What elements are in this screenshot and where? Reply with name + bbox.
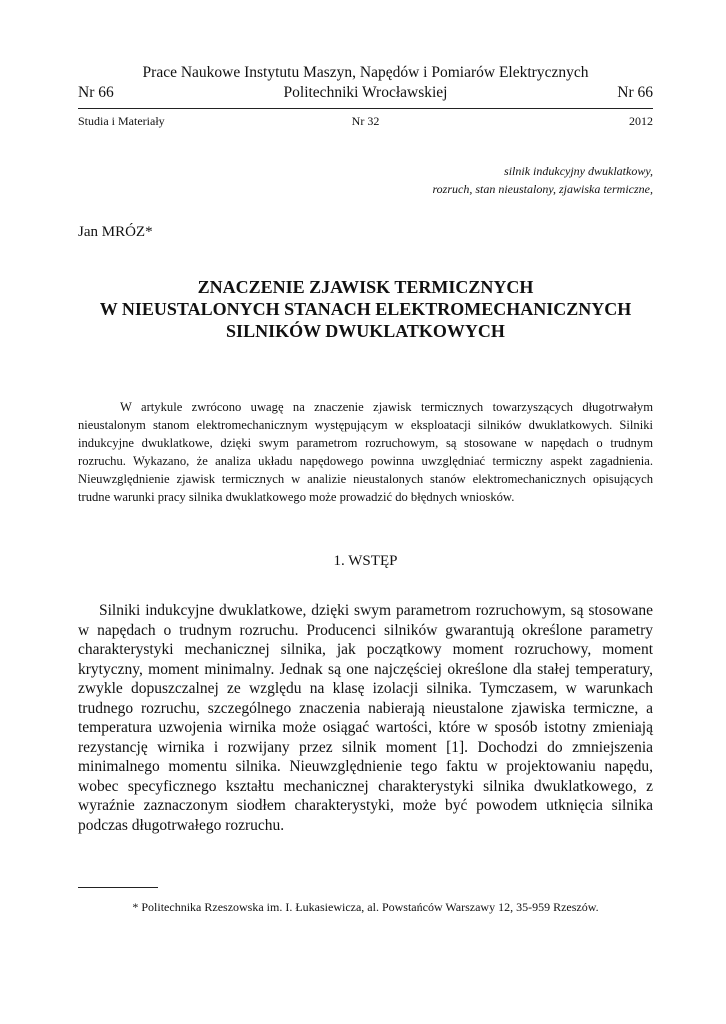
- title-line3: SILNIKÓW DWUKLATKOWYCH: [226, 321, 505, 341]
- title-line2: W NIEUSTALONYCH STANACH ELEKTROMECHANICZNYCH: [99, 299, 632, 319]
- series-name: Studia i Materiały: [78, 114, 165, 128]
- body-paragraph: Silniki indukcyjne dwuklatkowe, dzięki swym parametrom rozruchowym, są stosowane w napędach o trudnym rozruchu. Producenci silników gwarantują określone parametry charakterystyki mechanicznej silnika, jak początkowy moment rozruchowy, moment krytyczny, moment minimalny. Jednak są one najczęściej określone dla stałej temperatury, zwykle dopuszczalnej ze względu na klasę izolacji silnika. Tymczasem, w warunkach trudnego rozruchu, szczególnego znaczenia nabierają nieustalone zjawiska termiczne, a temperatura uzwojenia wirnika może osiągać wartości, które w sposób istotny zmieniają rezystancję wirnika i rozwijany przez silnik moment [1]. Dochodzi do zmniejszenia minimalnego momentu silnika. Nieuwzględnienie tego faktu w projektowaniu napędu, wobec specyficznego kształtu mechanicznej charakterystyki silnika dwuklatkowego, z wyraźnie zaznaczonym siodłem charakterystyki, może być powodem utknięcia silnika podczas długotrwałego rozruchu.: [78, 602, 653, 834]
- title-line1: ZNACZENIE ZJAWISK TERMICZNYCH: [197, 277, 534, 297]
- issue-number-right: Nr 66: [617, 84, 653, 101]
- footnote: * Politechnika Rzeszowska im. I. Łukasiewicza, al. Powstańców Warszawy 12, 35-959 Rzeszów.: [132, 900, 599, 914]
- journal-title-line1: Prace Naukowe Instytutu Maszyn, Napędów i Pomiarów Elektrycznych: [142, 64, 589, 81]
- journal-title-line2: Politechniki Wrocławskiej: [283, 84, 448, 101]
- keywords-line2: rozruch, stan nieustalony, zjawiska termiczne,: [432, 182, 653, 196]
- issue-number-left: Nr 66: [78, 84, 114, 101]
- body-text: [78, 601, 653, 835]
- section-heading: 1. WSTĘP: [333, 553, 398, 569]
- abstract-text: W artykule zwrócono uwagę na znaczenie zjawisk termicznych towarzyszących długotrwałym nieustalonym stanom elektromechanicznym występującym w eksploatacji silników dwuklatkowych. Silniki indukcyjne dwuklatkowe, dzięki swym parametrom rozruchowym, są stosowane w napędach o trudnym rozruchu. Wykazano, że analiza układu napędowego powinna uwzględniać termiczny aspekt zagadnienia. Nieuwzględnienie zjawisk termicznych w analizie nieustalonych stanów elektromechanicznych opisujących trudne warunki pracy silnika dwuklatkowego może prowadzić do błędnych wniosków.: [78, 400, 653, 504]
- author: Jan MRÓZ*: [78, 224, 153, 240]
- abstract: [78, 398, 653, 506]
- series-number: Nr 32: [351, 114, 380, 128]
- publication-year: 2012: [629, 114, 653, 128]
- footnote-rule: [78, 887, 158, 888]
- keywords: [253, 162, 653, 198]
- series-row: [78, 114, 653, 130]
- header-rule: [78, 108, 653, 109]
- paper-title: [78, 276, 653, 342]
- keywords-line1: silnik indukcyjny dwuklatkowy,: [504, 164, 653, 178]
